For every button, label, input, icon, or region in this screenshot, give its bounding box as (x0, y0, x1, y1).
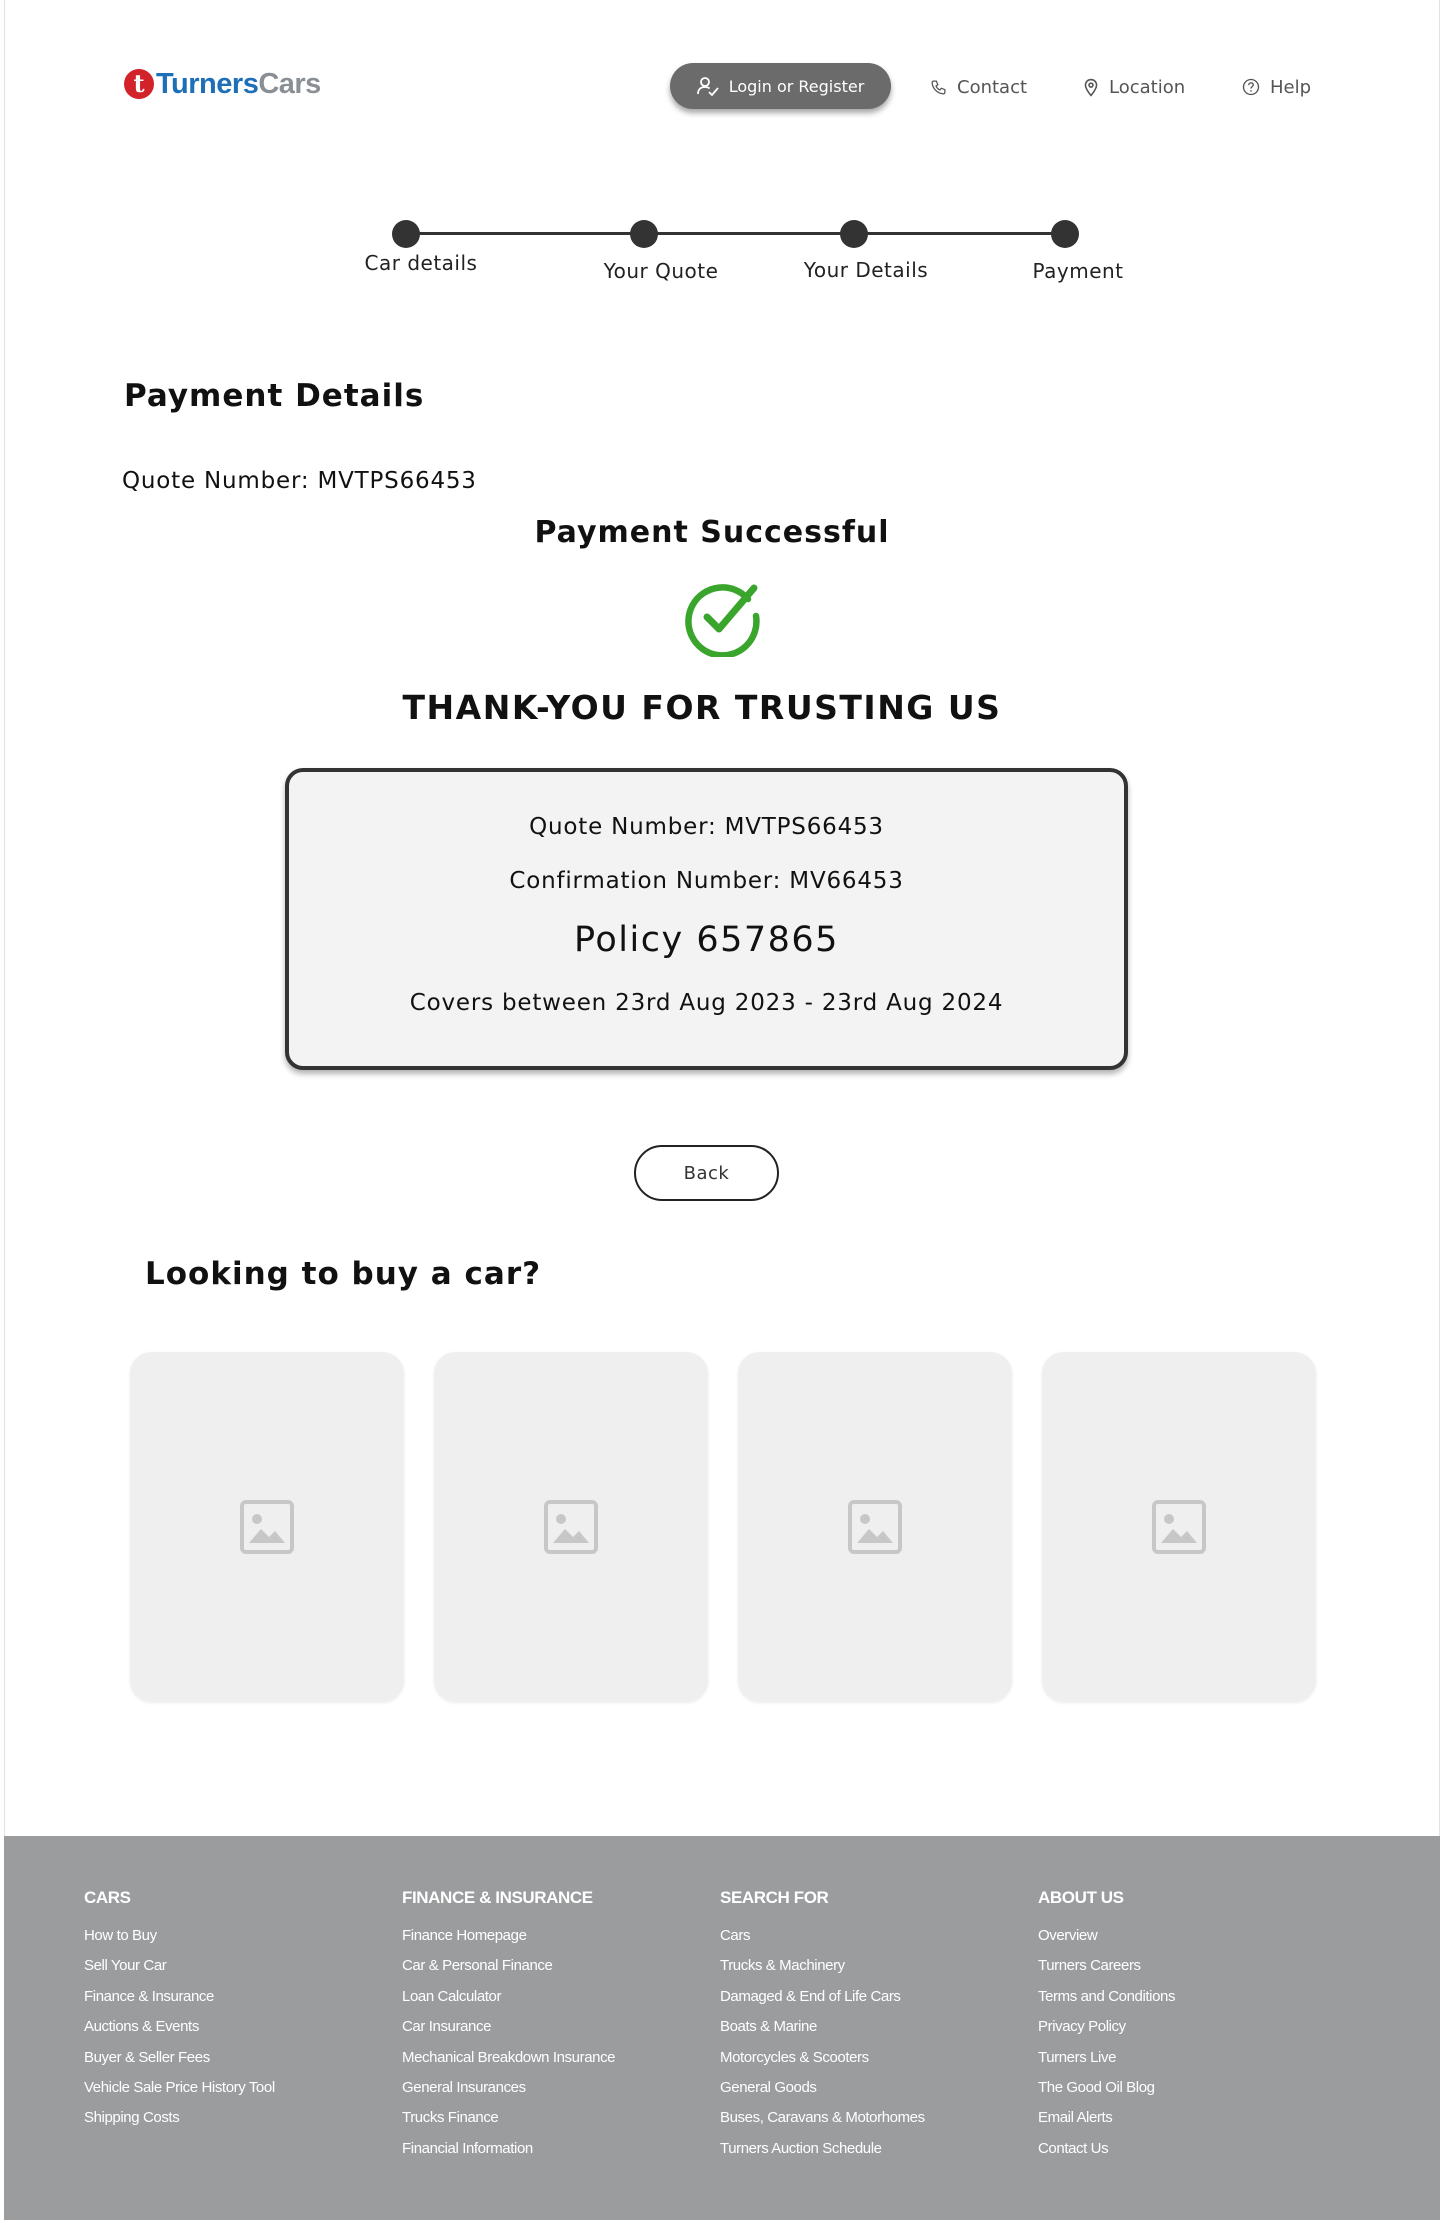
footer-link[interactable]: General Insurances (402, 2078, 526, 2096)
site-footer (4, 1836, 1440, 2220)
footer-link[interactable]: Buses, Caravans & Motorhomes (720, 2109, 925, 2127)
phone-icon (930, 79, 947, 96)
user-check-icon (697, 76, 719, 96)
confirmation-card (285, 768, 1128, 1070)
footer-heading: CARS (84, 1888, 131, 1907)
nav-help-label: Help (1270, 76, 1312, 98)
footer-link[interactable]: Overview (1038, 1927, 1098, 1944)
footer-link[interactable]: Auctions & Events (84, 2018, 199, 2036)
page-title: Payment Details (124, 378, 425, 414)
footer-link[interactable]: Boats & Marine (720, 2018, 817, 2036)
footer-link[interactable]: Car & Personal Finance (402, 1957, 553, 1975)
image-placeholder-icon (239, 1499, 295, 1555)
card-quote-number: Quote Number: MVTPS66453 (529, 814, 884, 840)
footer-link[interactable]: Sell Your Car (84, 1957, 167, 1975)
footer-link[interactable]: Terms and Conditions (1038, 1987, 1176, 2005)
car-tile[interactable] (130, 1352, 404, 1702)
footer-link[interactable]: Privacy Policy (1038, 2018, 1126, 2036)
quote-number: Quote Number: MVTPS66453 (122, 468, 477, 494)
footer-link[interactable]: Turners Live (1038, 2048, 1117, 2066)
footer-link[interactable]: Motorcycles & Scooters (720, 2048, 869, 2066)
footer-column-finance (402, 1888, 615, 2169)
footer-link[interactable]: Vehicle Sale Price History Tool (84, 2078, 275, 2096)
footer-link[interactable]: Finance Homepage (402, 1927, 527, 1944)
footer-link[interactable]: Loan Calculator (402, 1987, 502, 2005)
logo-text (156, 68, 321, 101)
stepper-track (406, 232, 1070, 235)
thanks-heading: THANK-YOU FOR TRUSTING US (402, 688, 1002, 727)
step-dot-payment[interactable] (1051, 220, 1079, 248)
check-circle-icon (682, 575, 764, 657)
footer-heading: FINANCE & INSURANCE (402, 1888, 593, 1907)
footer-link[interactable]: Buyer & Seller Fees (84, 2048, 210, 2066)
logo-product: Cars (258, 67, 321, 100)
footer-link[interactable]: Damaged & End of Life Cars (720, 1987, 901, 2005)
footer-link[interactable]: General Goods (720, 2078, 817, 2096)
footer-link[interactable]: Turners Careers (1038, 1957, 1141, 1975)
buy-car-heading: Looking to buy a car? (145, 1256, 542, 1292)
car-tile[interactable] (1042, 1352, 1316, 1702)
footer-link[interactable]: Shipping Costs (84, 2109, 180, 2127)
car-tile[interactable] (738, 1352, 1012, 1702)
login-label: Login or Register (728, 76, 865, 96)
help-circle-icon (1242, 78, 1260, 96)
card-confirmation-number: Confirmation Number: MV66453 (509, 868, 904, 894)
card-policy-number: Policy 657865 (574, 920, 839, 960)
login-register-button[interactable] (670, 63, 891, 109)
turners-cars-logo[interactable] (124, 66, 321, 102)
step-label-car-details: Car details (364, 251, 478, 275)
nav-contact[interactable] (930, 72, 1027, 102)
footer-heading: SEARCH FOR (720, 1888, 829, 1907)
footer-link[interactable]: Car Insurance (402, 2018, 492, 2036)
logo-brand: Turners (156, 67, 259, 100)
image-placeholder-icon (543, 1499, 599, 1555)
step-dot-your-details[interactable] (840, 220, 868, 248)
nav-location-label: Location (1109, 76, 1186, 98)
location-pin-icon (1083, 78, 1099, 97)
footer-link[interactable]: Cars (720, 1927, 751, 1944)
payment-success-heading: Payment Successful (534, 515, 890, 550)
footer-link[interactable]: Financial Information (402, 2139, 533, 2157)
footer-heading: ABOUT US (1038, 1888, 1124, 1907)
logo-mark: t (124, 69, 154, 99)
footer-link[interactable]: Trucks Finance (402, 2109, 499, 2127)
footer-link[interactable]: Email Alerts (1038, 2109, 1113, 2127)
step-dot-your-quote[interactable] (630, 220, 658, 248)
footer-link[interactable]: Contact Us (1038, 2139, 1109, 2157)
step-label-your-quote: Your Quote (603, 259, 719, 283)
nav-help[interactable] (1242, 72, 1311, 102)
nav-contact-label: Contact (957, 76, 1028, 98)
footer-column-search (720, 1888, 925, 2169)
footer-column-about (1038, 1888, 1175, 2169)
card-cover-period: Covers between 23rd Aug 2023 - 23rd Aug 2024 (409, 990, 1004, 1016)
footer-link[interactable]: How to Buy (84, 1927, 157, 1944)
back-button[interactable]: Back (634, 1145, 779, 1201)
nav-location[interactable] (1083, 72, 1185, 102)
image-placeholder-icon (847, 1499, 903, 1555)
step-label-your-details: Your Details (803, 258, 929, 282)
footer-link[interactable]: Mechanical Breakdown Insurance (402, 2048, 616, 2066)
footer-link[interactable]: Trucks & Machinery (720, 1957, 845, 1975)
car-tile[interactable] (434, 1352, 708, 1702)
footer-column-cars (84, 1888, 275, 2139)
footer-link[interactable]: Finance & Insurance (84, 1987, 214, 2005)
footer-link[interactable]: Turners Auction Schedule (720, 2139, 882, 2157)
step-dot-car-details[interactable] (392, 220, 420, 248)
step-label-payment: Payment (1032, 259, 1124, 283)
footer-link[interactable]: The Good Oil Blog (1038, 2078, 1155, 2096)
image-placeholder-icon (1151, 1499, 1207, 1555)
